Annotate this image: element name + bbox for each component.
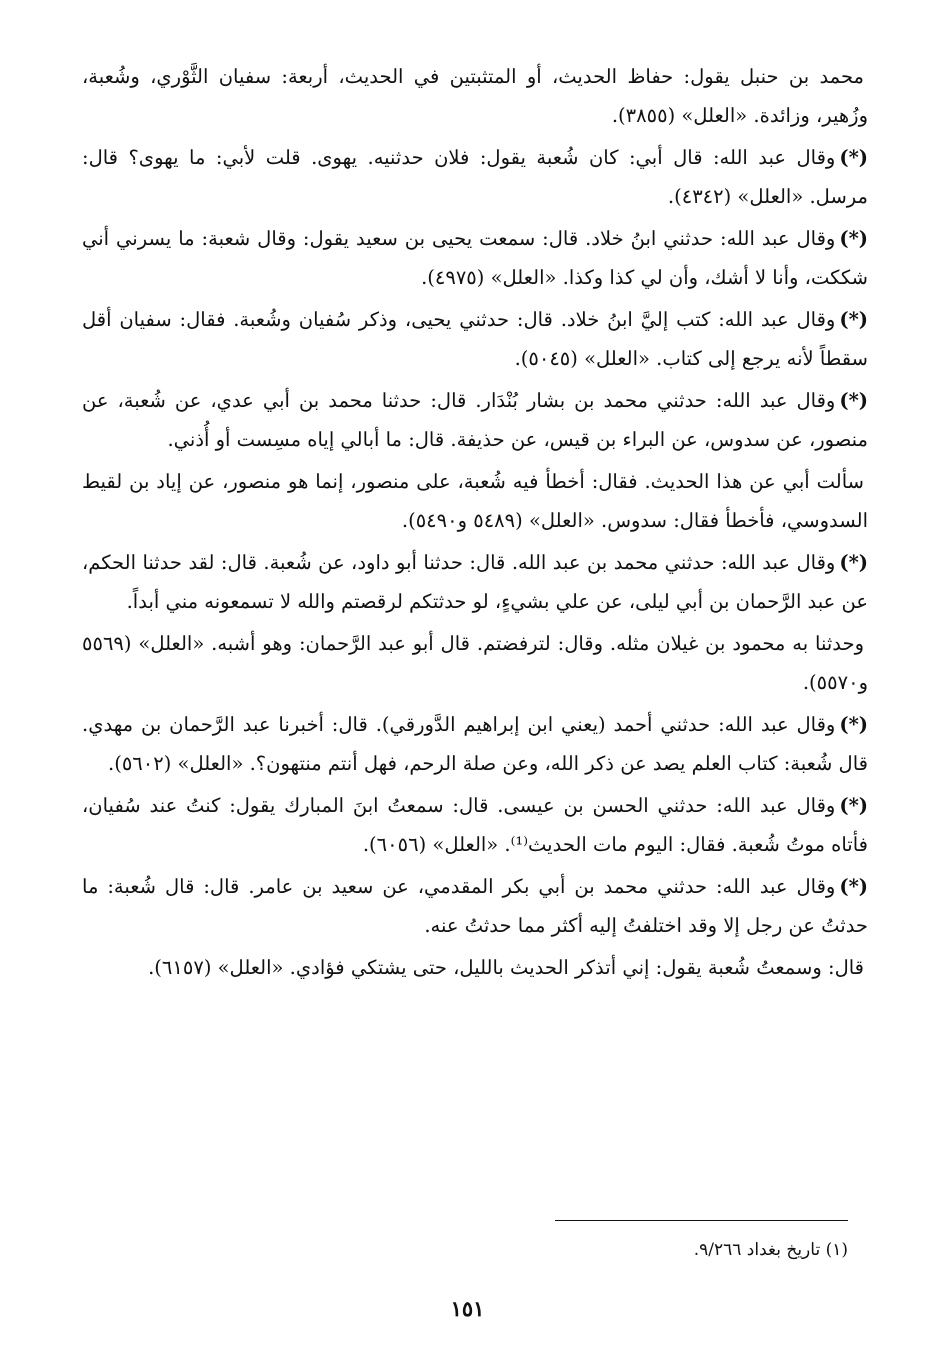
paragraph-text: وقال عبد الله: حدثني محمد بن أبي بكر المقدمي، عن سعيد بن عامر. قال: قال شُعبة: ما حدثتُ عن رجل إلا وقد اختلفتُ إليه أكثر مما حدثتُ عنه. [82,875,868,937]
asterisk-marker: (*) [839,146,868,169]
page-number: ١٥١ [450,1296,485,1321]
asterisk-marker: (*) [839,794,868,817]
paragraph-6 [82,463,868,540]
paragraph-text: سألت أبي عن هذا الحديث. فقال: أخطأ فيه شُعبة، على منصور، إنما هو منصور، عن إياد بن لقيط السدوسي، فأخطأ فقال: سدوس. «العلل» (٥٤٨٩ و٥٤٩٠). [82,470,868,532]
paragraph-10 [82,787,868,864]
paragraph-text: وقال عبد الله: حدثني محمد بن بشار بُنْدَار. قال: حدثنا محمد بن أبي عدي، عن شُعبة، عن منصور، عن سدوس، عن البراء بن قيس، عن حذيفة. قال: ما أبالي إياه مسِست أو أُذني. [82,389,868,451]
paragraph-text: وقال عبد الله: حدثني أحمد (يعني ابن إبراهيم الدَّورقي). قال: أخبرنا عبد الرَّحمان بن مهدي. قال شُعبة: كتاب العلم يصد عن ذكر الله، وعن صلة الرحم، فهل أنتم منتهون؟. «العلل» (٥٦٠٢). [82,713,868,775]
paragraph-4 [82,301,868,378]
paragraph-2 [82,139,868,216]
asterisk-marker: (*) [839,308,868,331]
paragraph-12 [82,949,868,988]
asterisk-marker: (*) [839,227,868,250]
paragraph-text: وقال عبد الله: قال أبي: كان شُعبة يقول: فلان حدثنيه. يهوى. قلت لأبي: ما يهوى؟ قال: مرسل. «العلل» (٤٣٤٢). [82,146,868,208]
paragraph-3 [82,220,868,297]
footnote: (١) تاريخ بغداد ٩/٢٦٦. [693,1240,848,1260]
page-body [82,58,868,992]
paragraph-7 [82,544,868,621]
paragraph-8 [82,625,868,702]
paragraph-11 [82,868,868,945]
paragraph-text: وحدثنا به محمود بن غيلان مثله. وقال: لترفضتم. قال أبو عبد الرَّحمان: وهو أشبه. «العلل» (٥٥٦٩ و٥٥٧٠). [82,632,868,694]
paragraph-text: محمد بن حنبل يقول: حفاظ الحديث، أو المتثبتين في الحديث، أربعة: سفيان الثَّوْري، وشُعبة، وزُهير، وزائدة. «العلل» (٣٨٥٥). [82,65,868,127]
paragraph-text: وقال عبد الله: حدثني الحسن بن عيسى. قال: سمعتُ ابنَ المبارك يقول: كنتُ عند سُفيان، فأتاه موتُ شُعبة. فقال: اليوم مات الحديث⁽¹⁾. «العلل» (٦٠٥٦). [82,794,868,856]
paragraph-text: وقال عبد الله: كتب إليَّ ابنُ خلاد. قال: حدثني يحيى، وذكر سُفيان وشُعبة. فقال: سفيان أقل سقطاً لأنه يرجع إلى كتاب. «العلل» (٥٠٤٥). [82,308,868,370]
paragraph-text: وقال عبد الله: حدثني ابنُ خلاد. قال: سمعت يحيى بن سعيد يقول: وقال شعبة: ما يسرني أني شككت، وأنا لا أشك، وأن لي كذا وكذا. «العلل» (٤٩٧٥). [82,227,868,289]
paragraph-9 [82,706,868,783]
asterisk-marker: (*) [839,551,868,574]
asterisk-marker: (*) [839,713,868,736]
paragraph-1 [82,58,868,135]
paragraph-5 [82,382,868,459]
paragraph-text: وقال عبد الله: حدثني محمد بن عبد الله. قال: حدثنا أبو داود، عن شُعبة. قال: لقد حدثنا الحكم، عن عبد الرَّحمان بن أبي ليلى، عن علي بشيءٍ، لو حدثتكم لرقصتم والله لا تسمعونه مني أبداً. [82,551,868,613]
footnote-divider [555,1220,848,1221]
asterisk-marker: (*) [839,875,868,898]
asterisk-marker: (*) [839,389,868,412]
paragraph-text: قال: وسمعتُ شُعبة يقول: إني أتذكر الحديث بالليل، حتى يشتكي فؤادي. «العلل» (٦١٥٧). [148,956,864,979]
